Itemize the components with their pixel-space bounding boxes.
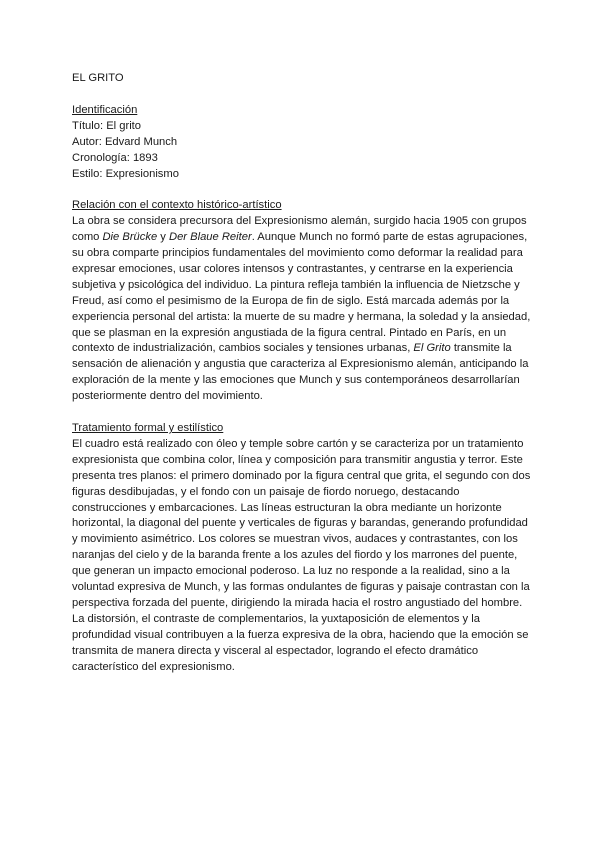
context-heading: Relación con el contexto histórico-artístico xyxy=(72,199,282,212)
identification-section xyxy=(72,103,532,183)
formal-heading: Tratamiento formal y estilístico xyxy=(72,422,224,434)
document-title: EL GRITO xyxy=(72,72,124,84)
identification-heading: Identificación xyxy=(72,103,138,116)
context-text-1: La obra se considera precursora del Expresionismo alemán, surgido hacia 1905 con grupos como xyxy=(72,215,527,244)
context-italic-der-blaue-reiter: Der Blaue Reiter xyxy=(169,231,252,244)
document-page xyxy=(72,71,532,691)
context-paragraph xyxy=(72,214,532,405)
context-italic-el-grito: El Grito xyxy=(413,342,451,355)
identification-style: Estilo: Expresionismo xyxy=(72,167,179,180)
formal-paragraph: El cuadro está realizado con óleo y temple sobre cartón y se caracteriza por un tratamiento expresionista que combina color, línea y composición para transmitir angustia y terror. Este presenta tres planos: el primero dominado por la figura central que grita, el segundo con dos figuras desdibujadas, y el fondo con un paisaje de fiordo noruego, destacando construcciones y embarcaciones. Las líneas estructuran la obra mediante un horizonte horizontal, la diagonal del puente y verticales de figuras y barandas, generando profundidad y movimiento asimétrico. Los colores se muestran vivos, audaces y contrastantes, con los naranjas del cielo y de la baranda frente a los azules del fiordo y los marrones del puente, que generan un impacto emocional poderoso. La luz no responde a la realidad, sino a la voluntad expresiva de Munch, y las formas ondulantes de figuras y paisaje contrastan con la perspectiva forzada del puente, dirigiendo la mirada hacia el rostro angustiado del hombre. La distorsión, el contraste de complementarios, la yuxtaposición de elementos y la profundidad visual contribuyen a la fuerza expresiva de la obra, haciendo que la emoción se transmita de manera directa y visceral al espectador, logrando el efecto dramático característico del expresionismo. xyxy=(72,437,531,673)
context-section xyxy=(72,198,532,405)
context-text-4: transmite la sensación de alienación y angustia que caracteriza al Expresionismo alemán, anticipando la exploración de la mente y las emociones que Munch y sus contemporáneos desarrollarían posteriormente dentro del movimiento. xyxy=(72,342,529,403)
context-italic-die-brucke: Die Brücke xyxy=(102,231,158,244)
formal-section xyxy=(72,421,532,676)
context-text-2: y xyxy=(157,231,169,244)
identification-chronology: Cronología: 1893 xyxy=(72,151,158,164)
identification-title: Título: El grito xyxy=(72,119,142,132)
identification-author: Autor: Edvard Munch xyxy=(72,135,178,148)
context-text-3: . Aunque Munch no formó parte de estas agrupaciones, su obra comparte principios fundamentales del movimiento como deformar la realidad para expresar emociones, usar colores intensos y contrastantes, y centrarse en la experiencia subjetiva y psicológica del individuo. La pintura refleja también la influencia de Nietzsche y Freud, así como el pesimismo de la Europa de fin de siglo. Está marcada además por la experiencia personal del artista: la muerte de su madre y hermana, la soledad y la ansiedad, que se plasman en la expresión angustiada de la figura central. Pintado en París, en un contexto de industrialización, cambios sociales y tensiones urbanas, xyxy=(72,231,531,355)
